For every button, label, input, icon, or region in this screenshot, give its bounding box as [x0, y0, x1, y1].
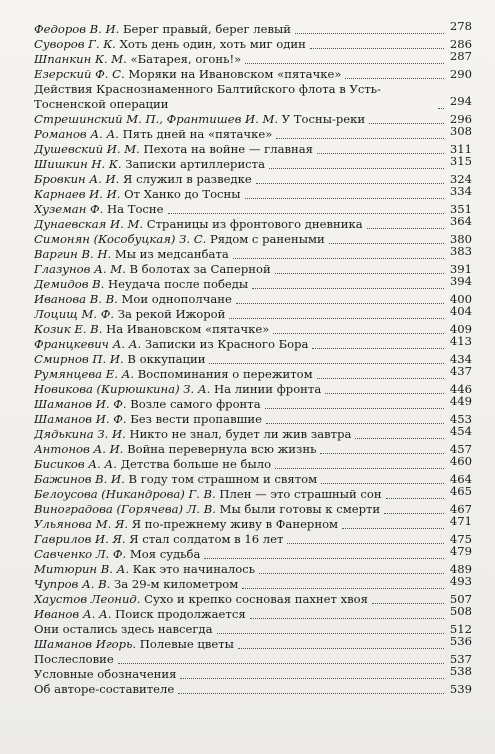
entry-title: «Батарея, огонь!»	[130, 52, 242, 66]
entry-text	[34, 127, 272, 142]
entry-page-number: 380	[449, 232, 472, 246]
entry-title: За рекой Ижорой	[117, 307, 226, 321]
entry-title: Записки из Красного Бора	[144, 337, 309, 351]
entry-page-number: 454	[449, 424, 472, 438]
entry-page-number: 404	[449, 304, 472, 318]
toc-entry	[34, 562, 472, 577]
entry-page-number: 391	[449, 262, 472, 276]
entry-author: Францкевич А. А.	[34, 337, 142, 351]
dot-leader	[233, 258, 444, 259]
entry-title: Поиск продолжается	[115, 607, 246, 621]
entry-title: Рядом с ранеными	[209, 232, 325, 246]
entry-author: Смирнов П. И.	[34, 352, 124, 366]
dot-leader	[180, 678, 444, 679]
toc-entry	[34, 232, 472, 247]
entry-title: Как это начиналось	[132, 562, 256, 576]
entry-title: Война перевернула всю жизнь	[127, 442, 317, 456]
entry-page-number: 437	[449, 364, 472, 378]
entry-text	[34, 487, 382, 502]
entry-page-number: 364	[449, 214, 472, 228]
entry-title: На Тосне	[107, 202, 164, 216]
dot-leader	[238, 648, 444, 649]
toc-entry	[34, 484, 472, 502]
entry-author: Бровкин А. И.	[34, 172, 120, 186]
dot-leader	[209, 363, 444, 364]
entry-author: Дунаевская И. М.	[34, 217, 144, 231]
entry-title: Записки артиллериста	[125, 157, 265, 171]
entry-text	[34, 142, 313, 157]
entry-text	[34, 412, 262, 427]
dot-leader	[287, 543, 444, 544]
entry-author: Глазунов А. М.	[34, 262, 126, 276]
entry-page-number: 315	[449, 154, 472, 168]
toc-entry	[34, 454, 472, 472]
entry-author: Стрешинский М. П., Франтишев И. М.	[34, 112, 279, 126]
entry-page-number: 465	[449, 484, 472, 498]
entry-page-number: 446	[449, 382, 472, 396]
entry-author: Душевский И. М.	[34, 142, 140, 156]
entry-title: Хоть день один, хоть миг один	[119, 37, 306, 51]
entry-text	[34, 562, 255, 577]
toc-entry	[34, 274, 472, 292]
entry-page-number: 538	[449, 664, 472, 678]
dot-leader	[269, 168, 444, 169]
dot-leader	[342, 528, 444, 529]
entry-text	[34, 682, 174, 697]
dot-leader	[266, 423, 444, 424]
entry-author: Шпанкин К. М.	[34, 52, 127, 66]
toc-entry	[34, 49, 472, 67]
toc-entry	[34, 37, 472, 52]
entry-text	[34, 262, 271, 277]
dot-leader	[372, 603, 444, 604]
table-of-contents	[34, 19, 472, 697]
entry-text	[34, 667, 176, 682]
entry-page-number: 308	[449, 124, 472, 138]
entry-title: Мы были готовы к смерти	[219, 502, 381, 516]
toc-entry	[34, 544, 472, 562]
entry-text	[34, 382, 321, 397]
dot-leader	[252, 288, 444, 289]
entry-author: Савченко Л. Ф.	[34, 547, 127, 561]
entry-author: Бажинов В. И.	[34, 472, 125, 486]
entry-text	[34, 607, 246, 622]
entry-text	[34, 277, 248, 292]
toc-entry	[34, 442, 472, 457]
toc-entry	[34, 214, 472, 232]
entry-title: Детства больше не было	[120, 457, 272, 471]
entry-title: Моряки на Ивановском «пятачке»	[128, 67, 342, 81]
entry-page-number: 383	[449, 244, 472, 258]
entry-page-number: 296	[449, 112, 472, 126]
dot-leader	[317, 153, 444, 154]
entry-title: Мы из медсанбата	[114, 247, 229, 261]
dot-leader	[217, 633, 445, 634]
dot-leader	[229, 318, 444, 319]
toc-entry	[34, 244, 472, 262]
entry-title: На линии фронта	[214, 382, 322, 396]
toc-entry	[34, 124, 472, 142]
entry-page-number: 400	[449, 292, 472, 306]
dot-leader	[295, 33, 444, 34]
toc-entry	[34, 352, 472, 367]
entry-title: Пехота на войне — главная	[143, 142, 313, 156]
entry-title: Воспоминания о пережитом	[137, 367, 313, 381]
entry-text	[34, 502, 380, 517]
entry-author: Романов А. А.	[34, 127, 119, 141]
dot-leader	[204, 558, 444, 559]
toc-entry	[34, 322, 472, 337]
entry-title: За 29-м километром	[114, 577, 239, 591]
entry-author: Шаманов Игорь.	[34, 637, 137, 651]
toc-entry	[34, 634, 472, 652]
entry-author: Ульянова М. Я.	[34, 517, 129, 531]
entry-author: Антонов А. И.	[34, 442, 124, 456]
toc-entry	[34, 202, 472, 217]
entry-text	[34, 532, 283, 547]
entry-text	[34, 157, 265, 172]
toc-entry	[34, 19, 472, 37]
entry-text	[34, 367, 313, 382]
entry-text	[34, 67, 341, 82]
dot-leader	[118, 663, 444, 664]
entry-page-number: 287	[449, 49, 472, 63]
entry-text	[34, 52, 241, 67]
entry-title: Неудача после победы	[108, 277, 249, 291]
dot-leader	[325, 393, 444, 394]
dot-leader	[438, 108, 444, 109]
dot-leader	[256, 183, 444, 184]
entry-title: В оккупации	[127, 352, 206, 366]
entry-title: Никто не знал, будет ли жив завтра	[129, 427, 352, 441]
entry-text	[34, 22, 291, 37]
entry-text	[34, 592, 368, 607]
entry-text	[34, 112, 365, 127]
entry-page-number: 536	[449, 634, 472, 648]
entry-page-number: 479	[449, 544, 472, 558]
entry-author: Митюрин В. А.	[34, 562, 130, 576]
entry-text	[34, 547, 200, 562]
entry-page-number: 294	[449, 94, 472, 108]
entry-title: В году том страшном и святом	[128, 472, 318, 486]
entry-text	[34, 172, 252, 187]
entry-text	[34, 472, 317, 487]
entry-page-number: 278	[449, 19, 472, 33]
toc-entry	[34, 82, 472, 112]
toc-entry	[34, 424, 472, 442]
entry-title: Мои однополчане	[121, 292, 232, 306]
dot-leader	[384, 513, 444, 514]
entry-title: В болотах за Саперной	[129, 262, 271, 276]
entry-text	[34, 352, 205, 367]
entry-title: Условные обозначения	[34, 667, 177, 681]
dot-leader	[276, 138, 444, 139]
entry-text	[34, 82, 434, 112]
entry-page-number: 351	[449, 202, 472, 216]
entry-title: Сухо и крепко сосновая пахнет хвоя	[144, 592, 368, 606]
entry-author: Белоусова (Никандрова) Г. В.	[34, 487, 216, 501]
entry-title: Об авторе-составителе	[34, 682, 175, 696]
entry-text	[34, 217, 363, 232]
dot-leader	[265, 408, 444, 409]
dot-leader	[259, 573, 444, 574]
entry-text	[34, 652, 114, 667]
entry-page-number: 508	[449, 604, 472, 618]
dot-leader	[312, 348, 444, 349]
entry-title: Плен — это страшный сон	[219, 487, 382, 501]
entry-author: Гаврилов И. Я.	[34, 532, 126, 546]
entry-author: Чупров А. В.	[34, 577, 111, 591]
entry-author: Новикова (Кирюшкина) З. А.	[34, 382, 211, 396]
toc-entry	[34, 382, 472, 397]
entry-author: Иванова В. В.	[34, 292, 118, 306]
entry-author: Суворов Г. К.	[34, 37, 116, 51]
toc-entry	[34, 682, 472, 697]
toc-entry	[34, 592, 472, 607]
dot-leader	[236, 303, 444, 304]
entry-page-number: 311	[449, 142, 472, 156]
entry-page-number: 324	[449, 172, 472, 186]
entry-title: От Ханко до Тосны	[124, 187, 241, 201]
entry-title: Без вести пропавшие	[130, 412, 262, 426]
entry-page-number: 434	[449, 352, 472, 366]
dot-leader	[320, 453, 444, 454]
entry-text	[34, 622, 213, 637]
dot-leader	[369, 123, 444, 124]
toc-entry	[34, 364, 472, 382]
entry-text	[34, 247, 229, 262]
entry-page-number: 537	[449, 652, 472, 666]
entry-page-number: 290	[449, 67, 472, 81]
dot-leader	[310, 48, 444, 49]
entry-title: Полевые цветы	[139, 637, 234, 651]
entry-text	[34, 517, 338, 532]
entry-title: У Тосны-реки	[281, 112, 366, 126]
entry-title: Возле самого фронта	[130, 397, 261, 411]
entry-author: Федоров В. И.	[34, 22, 120, 36]
entry-text	[34, 292, 232, 307]
entry-text	[34, 457, 271, 472]
toc-entry	[34, 334, 472, 352]
toc-entry	[34, 67, 472, 82]
entry-title: Страницы из фронтового дневника	[146, 217, 363, 231]
entry-author: Хаустов Леонид.	[34, 592, 141, 606]
entry-author: Езерский Ф. С.	[34, 67, 125, 81]
entry-page-number: 413	[449, 334, 472, 348]
toc-entry	[34, 412, 472, 427]
entry-author: Шаманов И. Ф.	[34, 397, 127, 411]
entry-text	[34, 232, 325, 247]
entry-author: Хуземан Ф.	[34, 202, 104, 216]
entry-page-number: 286	[449, 37, 472, 51]
entry-author: Варгин В. Н.	[34, 247, 112, 261]
toc-entry	[34, 142, 472, 157]
dot-leader	[355, 438, 444, 439]
entry-text	[34, 442, 316, 457]
entry-page-number: 489	[449, 562, 472, 576]
entry-text	[34, 37, 306, 52]
entry-text	[34, 427, 351, 442]
entry-text	[34, 397, 261, 412]
toc-entry	[34, 394, 472, 412]
entry-author: Бисиков А. А.	[34, 457, 117, 471]
dot-leader	[273, 333, 444, 334]
entry-page-number: 493	[449, 574, 472, 588]
toc-entry	[34, 502, 472, 517]
toc-entry	[34, 184, 472, 202]
entry-page-number: 467	[449, 502, 472, 516]
entry-text	[34, 307, 225, 322]
toc-entry	[34, 304, 472, 322]
entry-title: Моя судьба	[129, 547, 201, 561]
entry-author: Симонян (Кособуцкая) З. С.	[34, 232, 207, 246]
entry-text	[34, 322, 269, 337]
entry-title: Я стал солдатом в 16 лет	[129, 532, 284, 546]
dot-leader	[386, 498, 444, 499]
entry-page-number: 471	[449, 514, 472, 528]
dot-leader	[275, 273, 444, 274]
entry-page-number: 475	[449, 532, 472, 546]
toc-entry	[34, 604, 472, 622]
entry-page-number: 460	[449, 454, 472, 468]
entry-page-number: 394	[449, 274, 472, 288]
toc-entry	[34, 622, 472, 637]
entry-page-number: 539	[449, 682, 472, 696]
dot-leader	[178, 693, 444, 694]
entry-title: Я служил в разведке	[123, 172, 252, 186]
entry-page-number: 464	[449, 472, 472, 486]
entry-page-number: 409	[449, 322, 472, 336]
entry-page-number: 453	[449, 412, 472, 426]
entry-text	[34, 577, 238, 592]
entry-page-number: 512	[449, 622, 472, 636]
toc-entry	[34, 172, 472, 187]
entry-title: Пять дней на «пятачке»	[122, 127, 273, 141]
entry-title: Берег правый, берег левый	[123, 22, 291, 36]
toc-entry	[34, 532, 472, 547]
entry-text	[34, 637, 234, 652]
entry-author: Шаманов И. Ф.	[34, 412, 127, 426]
toc-entry	[34, 664, 472, 682]
entry-text	[34, 187, 241, 202]
entry-title: Они остались здесь навсегда	[34, 622, 213, 636]
toc-entry	[34, 472, 472, 487]
entry-author: Иванов А. А.	[34, 607, 112, 621]
entry-author: Виноградова (Горячева) Л. В.	[34, 502, 216, 516]
entry-page-number: 334	[449, 184, 472, 198]
dot-leader	[250, 618, 444, 619]
dot-leader	[275, 468, 444, 469]
dot-leader	[168, 213, 444, 214]
dot-leader	[317, 378, 444, 379]
entry-page-number: 507	[449, 592, 472, 606]
entry-title: Послесловие	[34, 652, 114, 666]
toc-entry	[34, 574, 472, 592]
entry-text	[34, 202, 164, 217]
toc-entry	[34, 154, 472, 172]
entry-title: Действия Краснознаменного Балтийского флота в Усть-Тосненской операции	[34, 82, 381, 111]
dot-leader	[345, 78, 444, 79]
toc-entry	[34, 112, 472, 127]
entry-author: Шишкин Н. К.	[34, 157, 122, 171]
dot-leader	[245, 198, 445, 199]
dot-leader	[329, 243, 444, 244]
entry-author: Козик Е. В.	[34, 322, 103, 336]
dot-leader	[367, 228, 444, 229]
entry-text	[34, 337, 308, 352]
entry-page-number: 449	[449, 394, 472, 408]
dot-leader	[242, 588, 444, 589]
toc-entry	[34, 652, 472, 667]
entry-title: На Ивановском «пятачке»	[106, 322, 270, 336]
entry-title: Я по-прежнему живу в Фанерном	[131, 517, 339, 531]
entry-author: Демидов В.	[34, 277, 105, 291]
toc-entry	[34, 262, 472, 277]
dot-leader	[245, 63, 444, 64]
entry-author: Лоцищ М. Ф.	[34, 307, 115, 321]
toc-entry	[34, 514, 472, 532]
entry-page-number: 457	[449, 442, 472, 456]
entry-author: Дядькина З. И.	[34, 427, 126, 441]
entry-author: Карнаев И. И.	[34, 187, 121, 201]
dot-leader	[321, 483, 444, 484]
entry-author: Румянцева Е. А.	[34, 367, 135, 381]
toc-entry	[34, 292, 472, 307]
